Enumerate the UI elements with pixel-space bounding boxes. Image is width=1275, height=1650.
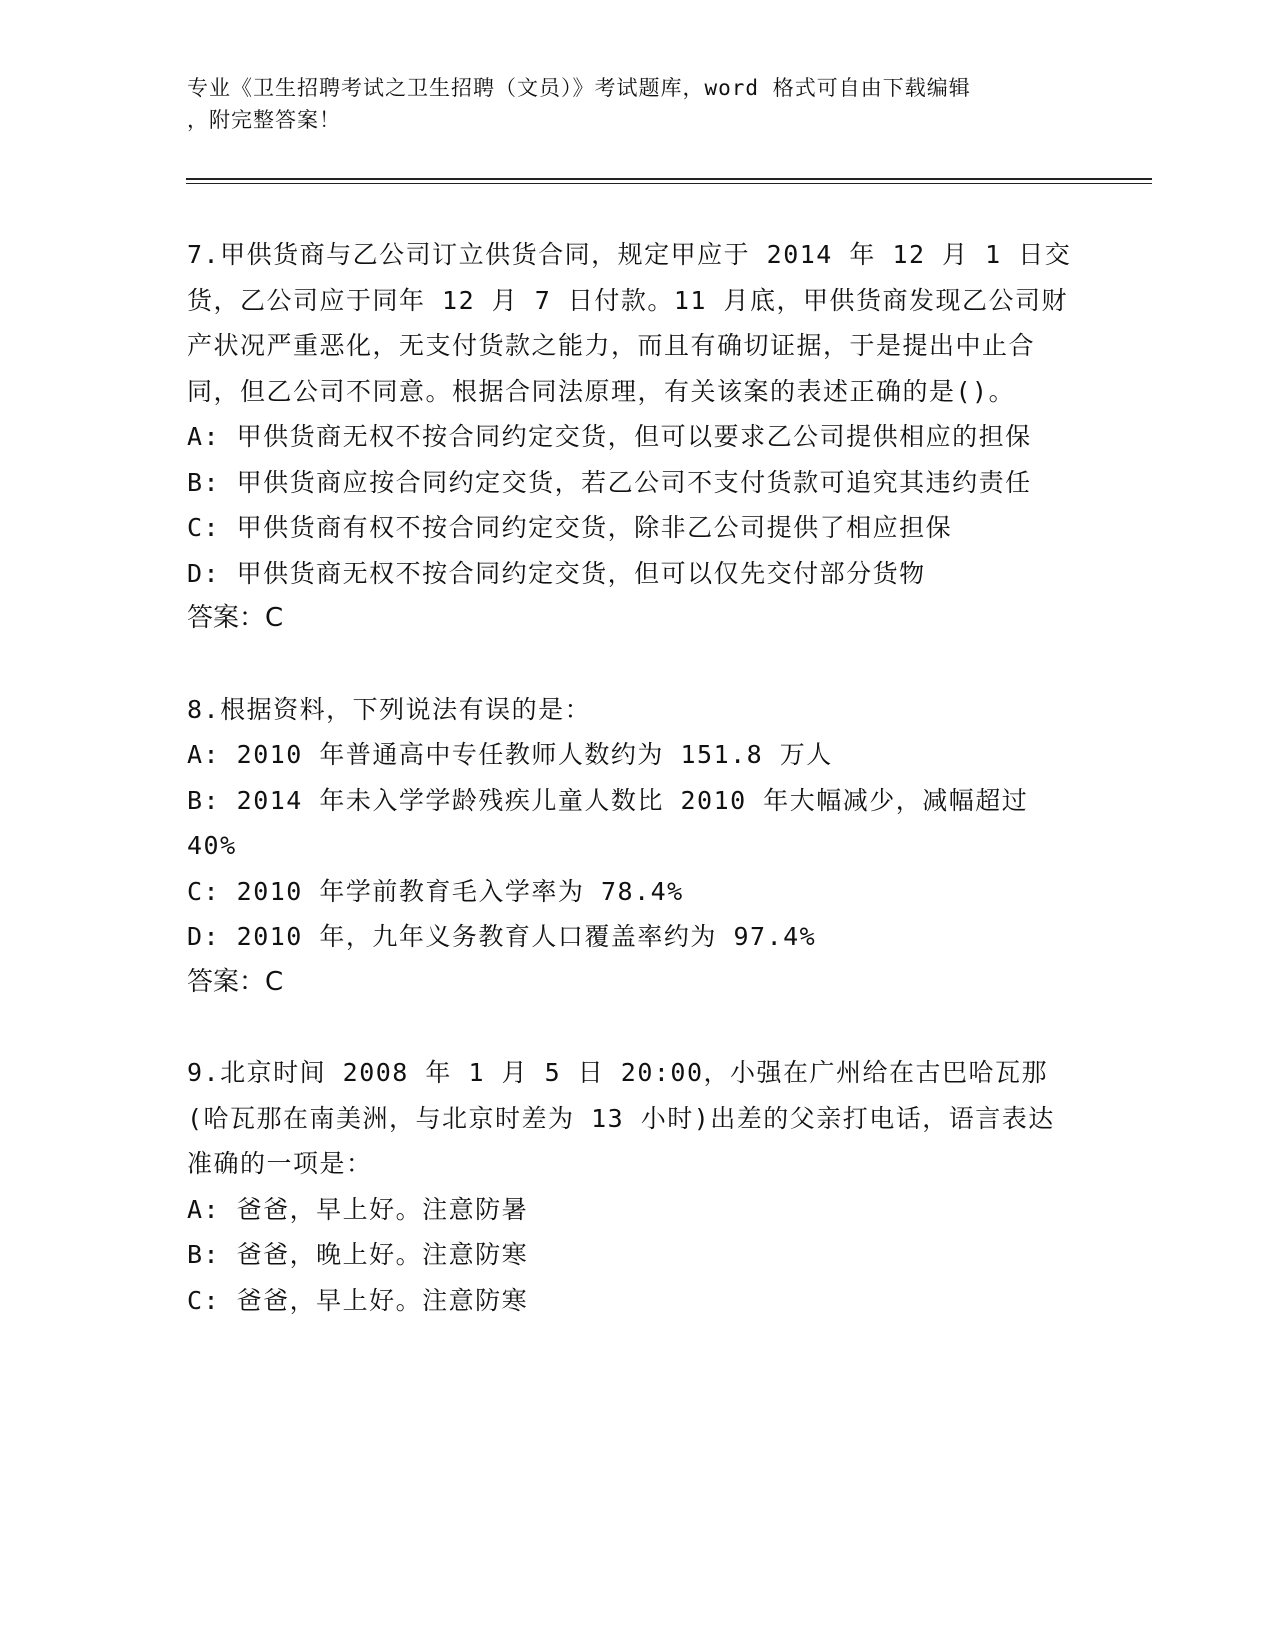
question-spacer — [187, 1005, 1077, 1050]
question-list — [187, 232, 1077, 1323]
document-header — [187, 72, 1087, 136]
option-a: A: 2010 年普通高中专任教师人数约为 151.8 万人 — [187, 740, 833, 769]
answer-line: 答案：C — [187, 966, 284, 997]
header-divider-thick — [186, 178, 1152, 180]
option-c: C: 甲供货商有权不按合同约定交货，除非乙公司提供了相应担保 — [187, 513, 953, 542]
answer-line: 答案：C — [187, 603, 284, 633]
question-7 — [187, 232, 1077, 642]
header-title-line-1: 专业《卫生招聘考试之卫生招聘（文员）》考试题库，word 格式可自由下载编辑 — [187, 76, 971, 100]
header-title-line-2: ，附完整答案！ — [187, 108, 341, 132]
option-c: C: 2010 年学前教育毛入学率为 78.4% — [187, 876, 684, 906]
header-divider-thin — [186, 183, 1152, 184]
option-b: B: 甲供货商应按合同约定交货，若乙公司不支付货款可追究其违约责任 — [187, 467, 1032, 497]
question-8 — [187, 687, 1077, 1006]
option-d: D: 2010 年，九年义务教育人口覆盖率约为 97.4% — [187, 922, 817, 951]
question-stem: 7.甲供货商与乙公司订立供货合同，规定甲应于 2014 年 12 月 1 日交货，乙公司应于同年 12 月 7 日付款。11 月底，甲供货商发现乙公司财产状况严重恶化，无支付货款之能力，而且有确切证据，于是提出中止合同，但乙公司不同意。根据合同法原理，有关该案的表述正确的是()。 — [187, 240, 1072, 406]
question-stem: 8.根据资料，下列说法有误的是： — [187, 694, 592, 724]
option-c: C: 爸爸，早上好。注意防寒 — [187, 1285, 529, 1315]
option-a: A: 甲供货商无权不按合同约定交货，但可以要求乙公司提供相应的担保 — [187, 422, 1032, 451]
option-d: D: 甲供货商无权不按合同约定交货，但可以仅先交付部分货物 — [187, 558, 926, 588]
option-b: B: 爸爸，晚上好。注意防寒 — [187, 1240, 529, 1269]
option-b: B: 2014 年未入学学龄残疾儿童人数比 2010 年大幅减少，减幅超过 40% — [187, 785, 1029, 860]
option-a: A: 爸爸，早上好。注意防暑 — [187, 1194, 529, 1224]
question-stem: 9.北京时间 2008 年 1 月 5 日 20:00，小强在广州给在古巴哈瓦那(哈瓦那在南美洲，与北京时差为 13 小时)出差的父亲打电话，语言表达准确的一项是： — [187, 1058, 1055, 1178]
question-spacer — [187, 642, 1077, 687]
question-9 — [187, 1050, 1077, 1323]
